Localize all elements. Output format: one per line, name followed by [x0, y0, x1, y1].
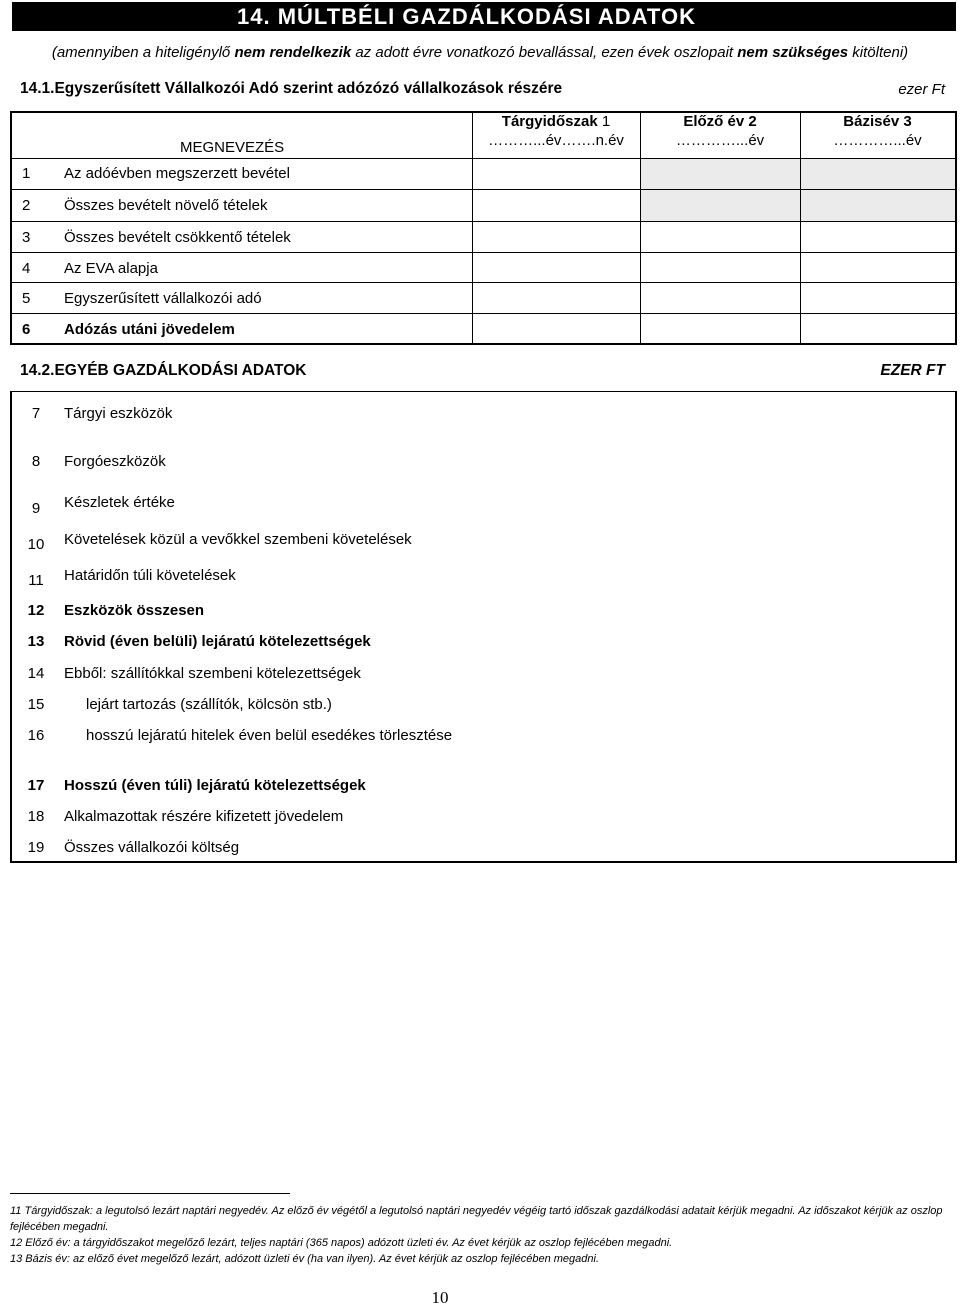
section1-unit: ezer Ft	[898, 81, 945, 98]
table-row: 4 Az EVA alapja	[12, 252, 955, 283]
eva-table-header	[12, 113, 955, 159]
column-divider	[472, 113, 473, 343]
table-row: 2 Összes bevételt növelő tételek	[12, 189, 955, 222]
page-number: 10	[431, 1288, 449, 1307]
page-title-bar	[12, 2, 956, 31]
footnote-separator	[10, 1193, 290, 1194]
column-header-previous: Előző év 2 …………...év	[675, 113, 765, 149]
column-header-base: Bázisév 3 …………...év	[833, 113, 922, 149]
column-divider	[800, 113, 801, 343]
name-column-header: MEGNEVEZÉS	[180, 139, 285, 156]
table-row: 3 Összes bevételt csökkentő tételek	[12, 221, 955, 253]
page-title: 14. MÚLTBÉLI GAZDÁLKODÁSI ADATOK	[237, 3, 696, 29]
column-divider	[640, 113, 641, 343]
table-row: 6 Adózás utáni jövedelem	[22, 321, 235, 338]
instruction-note: (amennyiben a hiteligénylő nem rendelkezik az adott évre vonatkozó bevallással, ezen évek oszlopait nem szükséges kitölteni)	[51, 44, 909, 61]
footnote-11: 11 Tárgyidőszak: a legutolsó lezárt naptári negyedév. Az előző év végétől a legutolsó naptári negyedév végéig tartó időszak gazdálkodási adatait kérjük megadni. Az időszakot kérjük az oszlop fejlécében megadni.	[10, 1205, 943, 1233]
eva-table	[10, 111, 957, 345]
section2-unit: EZER FT	[880, 362, 945, 379]
column-header-current: Tárgyidőszak 1 ………...év…….n.év	[488, 113, 624, 149]
other-data-table: 7 Tárgyi eszközök 8 Forgóeszközök 9 Készletek értéke 10 Követelések közül a vevőkkel szembeni követelések 11 Határidőn túli követelések 12 Eszközök összesen 13 Rövid (éven belüli) lejáratú kötelezettségek 14 Ebből: szállítókkal szembeni kötelezettségek 15 lejárt tartozás (szállítók, kölcsön stb.) 16 hosszú lejáratú hitelek éven belül esedékes törlesztése 17 Hosszú (éven túli) lejáratú kötelezettségek 18 Alkalmazottak részére kifizetett jövedelem 19 Összes vállalkozói költség	[10, 391, 957, 863]
section1-heading: 14.1.Egyszerűsített Vállalkozói Adó szerint adózózó vállalkozások részére	[20, 80, 563, 97]
section2-heading: 14.2.EGYÉB GAZDÁLKODÁSI ADATOK	[20, 362, 307, 379]
footnote-12: 12 Előző év: a tárgyidőszakot megelőző lezárt, teljes naptári (365 napos) adózott üzleti év. Az évet kérjük az oszlop fejlécében megadni.	[10, 1237, 673, 1249]
footnote-13: 13 Bázis év: az előző évet megelőző lezárt, adózott üzleti év (ha van ilyen). Az évet kérjük az oszlop fejlécében megadni.	[10, 1253, 600, 1265]
table-row: 5 Egyszerűsített vállalkozói adó	[12, 282, 955, 314]
table-row: 1 Az adóévben megszerzett bevétel	[12, 158, 955, 190]
